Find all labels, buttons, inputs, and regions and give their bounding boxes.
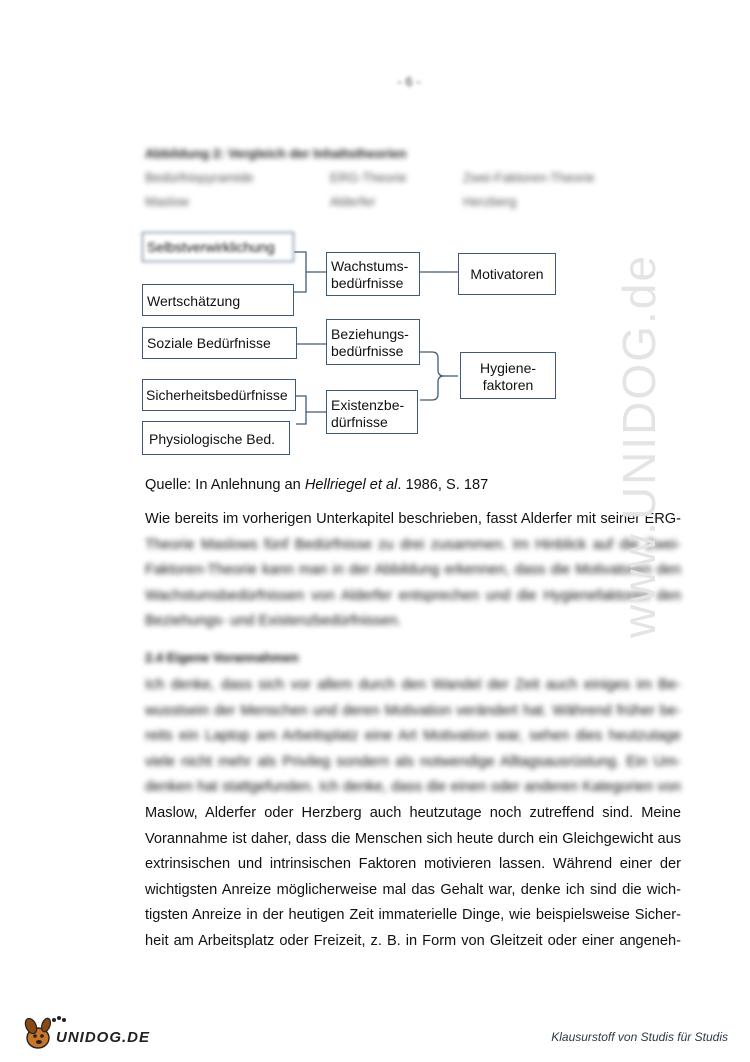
- box-existenz-line1: Existenzbe-: [331, 397, 405, 413]
- paragraph-2-line: Maslow, Alderfer oder Herzberg auch heutzutage noch zutreffend sind. Meine: [145, 804, 681, 821]
- paragraph-2-line: wichtigsten Anreize möglicherweise mal das Gehalt war, denke ich sind die wich-: [145, 881, 681, 898]
- connector-maslow-to-wachstum: [294, 252, 326, 292]
- figure-source-suffix: . 1986, S. 187: [397, 477, 489, 493]
- box-soziale-beduerfnisse-label: Soziale Bedürfnisse: [147, 335, 271, 351]
- box-beziehung-line2: bedürfnisse: [331, 343, 404, 359]
- box-wachstum-line2: bedürfnisse: [331, 275, 404, 291]
- box-beziehung-line1: Beziehungs-: [331, 326, 409, 342]
- section-heading: 2.4 Eigene Vorannahmen: [145, 650, 299, 665]
- paragraph-2-line: heit am Arbeitsplatz oder Freizeit, z. B. in Form von Gleitzeit oder einer angeneh-: [145, 932, 681, 949]
- column-head-herzberg-line2: Herzberg: [463, 194, 517, 209]
- paragraph-1-line: Beziehungs- und Existenzbedürfnissen.: [145, 613, 402, 630]
- page-number: - 6 -: [397, 74, 421, 89]
- watermark: www.UNIDOG.de: [613, 254, 665, 638]
- box-physiologische-beduerfnisse-label: Physiologische Bed.: [149, 431, 276, 447]
- connector-maslow-to-existenz: [296, 396, 326, 424]
- paragraph-1-line: Faktoren-Theorie kann man in der Abbildung erkennen, dass die Motivatoren den: [145, 562, 681, 579]
- box-physiologische-beduerfnisse: [142, 421, 290, 455]
- paragraph-2-line: reits ein Laptop am Arbeitsplatz eine Art Motivation war, sehen dies heutzutage: [145, 728, 681, 745]
- box-wertschaetzung-label: Wertschätzung: [147, 293, 241, 309]
- box-motivatoren-label: Motivatoren: [470, 266, 544, 282]
- footer-tagline: Klausurstoff von Studis für Studis: [551, 1030, 728, 1044]
- paragraph-1: [145, 507, 681, 635]
- paragraph-2-line: tigsten Anreize in der heutigen Zeit immaterielle Dinge, wie beispielsweise Sicher-: [145, 907, 681, 924]
- box-sicherheitsbeduerfnisse: [142, 379, 296, 411]
- box-selbstverwirklichung-label: Selbstverwirklichung: [147, 239, 275, 255]
- box-sicherheitsbeduerfnisse-label: Sicherheitsbedürfnisse: [146, 387, 288, 403]
- paragraph-1-line: Wie bereits im vorherigen Unterkapitel beschrieben, fasst Alderfer mit seiner ERG-: [145, 511, 681, 527]
- box-soziale-beduerfnisse: [142, 327, 297, 359]
- column-head-erg-line2: Alderfer: [330, 194, 376, 209]
- box-existenzbeduerfnisse: [326, 390, 418, 434]
- column-head-maslow-line1: Bedürfnispyramide: [145, 170, 254, 185]
- paragraph-2-line: extrinsischen und intrinsischen Faktoren motivieren lassen. Während einer der: [145, 856, 681, 873]
- paragraph-2-line: viele nicht mehr als Privileg sondern als notwendige Alltagsausrüstung. Ein Um-: [145, 753, 681, 770]
- figure-source-authors: Hellriegel et al: [304, 477, 398, 493]
- box-hygiene-line1: Hygiene-: [479, 360, 537, 376]
- paragraph-2-line: wusstsein der Menschen und deren Motivation verändert hat. Während früher be-: [145, 702, 681, 719]
- box-motivatoren: [458, 253, 556, 295]
- column-head-herzberg-line1: Zwei-Faktoren-Theorie: [463, 170, 595, 185]
- box-hygiene-line2: faktoren: [482, 377, 534, 393]
- figure-source: [145, 477, 488, 493]
- paragraph-2-line: Ich denke, dass sich vor allem durch den Wandel der Zeit auch einiges im Be-: [145, 677, 681, 693]
- box-hygienefaktoren: [460, 352, 556, 399]
- column-head-erg-line1: ERG-Theorie: [330, 170, 407, 185]
- box-wachstum-line1: Wachstums-: [331, 258, 409, 274]
- paragraph-1-line: Wachstumsbedürfnissen von Alderfer entsprechen und die Hygienefaktoren den: [145, 587, 681, 604]
- box-selbstverwirklichung: [142, 232, 294, 262]
- paragraph-2-line: Vorannahme ist daher, dass die Menschen sich heute durch ein Gleichgewicht aus: [145, 830, 681, 847]
- figure-title: Abbildung 2: Vergleich der Inhaltstheorien: [145, 146, 407, 161]
- paragraph-2-line: denken hat stattgefunden. Ich denke, dass die einen oder anderen Kategorien von: [145, 779, 681, 796]
- connector-erg-to-hygiene: [420, 352, 458, 400]
- figure-source-prefix: Quelle: In Anlehnung an: [145, 477, 305, 493]
- paragraph-1-line: Theorie Maslows fünf Bedürfnisse zu drei zusammen. Im Hinblick auf die Zwei-: [145, 536, 681, 553]
- box-wachstumsbeduerfnisse: [326, 252, 420, 296]
- footer-logo-text: UNIDOG.DE: [56, 1029, 151, 1046]
- paragraph-2: [145, 673, 681, 955]
- box-existenz-line2: dürfnisse: [331, 414, 388, 430]
- column-head-maslow-line2: Maslow: [145, 194, 190, 209]
- box-beziehungsbeduerfnisse: [326, 319, 420, 365]
- box-wertschaetzung: [142, 284, 294, 316]
